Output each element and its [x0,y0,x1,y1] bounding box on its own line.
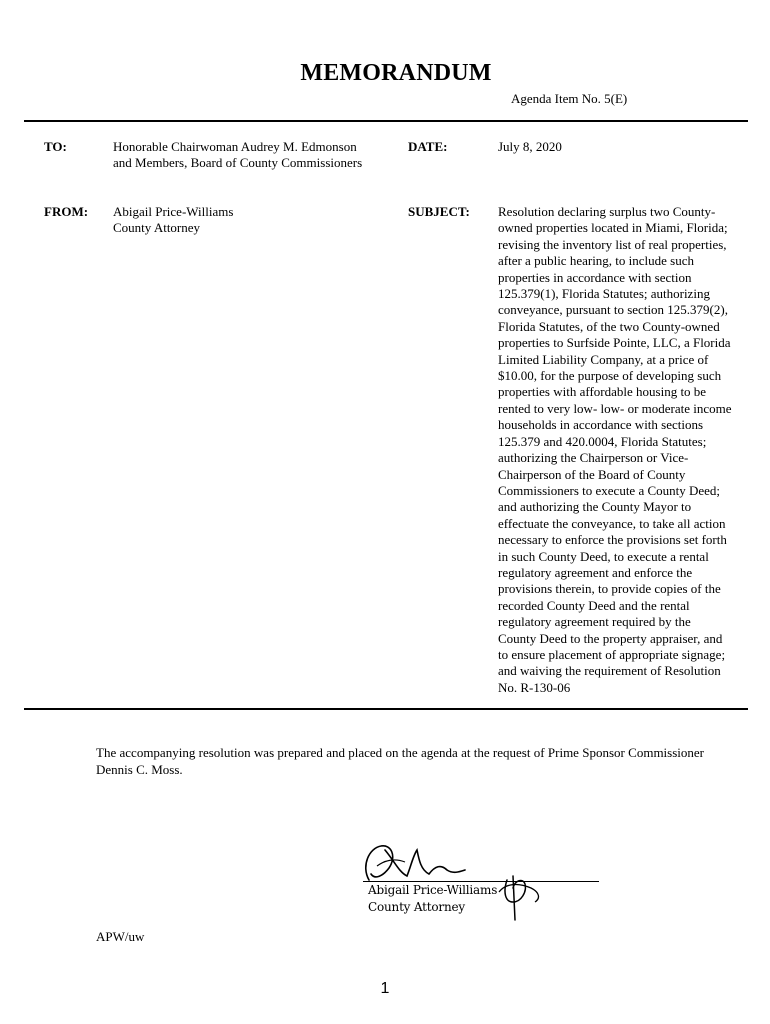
to-label: TO: [44,139,67,154]
from-label: FROM: [44,204,89,219]
subject-line: recorded County Deed and the rental [498,597,690,613]
subject-text [498,204,750,696]
date-value: July 8, 2020 [498,139,562,154]
subject-line: conveyance, pursuant to section 125.379(2), [498,302,728,318]
subject-line: after a public hearing, to include such [498,253,695,269]
subject-line: regulatory agreement required by the [498,614,691,630]
subject-line: properties with affordable housing to be [498,384,707,400]
subject-line: properties to Surfside Pointe, LLC, a Florida [498,335,731,351]
subject-line: No. R-130-06 [498,679,571,695]
to-line-2: and Members, Board of County Commissioners [113,155,363,171]
subject-line: and authorizing the County Mayor to [498,499,692,515]
subject-line: 125.379 and 420.0004, Florida Statutes; [498,433,707,449]
subject-line: regulatory agreement and enforce the [498,564,693,580]
subject-line: $10.00, for the purpose of developing such [498,368,722,384]
subject-line: properties in accordance with section [498,269,692,285]
subject-line: Limited Liability Company, at a price of [498,351,709,367]
to-line-1: Honorable Chairwoman Audrey M. Edmonson [113,139,357,154]
subject-line: in such County Deed, to execute a rental [498,548,709,564]
subject-line: and waiving the requirement of Resolution [498,663,721,679]
subject-line: to ensure placement of appropriate signage; [498,646,726,662]
subject-line: provisions therein, to provide copies of the [498,581,721,597]
page-number: 1 [380,980,390,997]
signature-line [363,881,599,882]
subject-line: households in accordance with sections [498,417,704,433]
subject-line: necessary to enforce the provisions set forth [498,532,727,548]
subject-line: County Deed to the property appraiser, and [498,630,723,646]
to-recipient [113,139,362,172]
subject-line: Florida Statutes, of the two County-owned [498,318,720,334]
bottom-divider [24,708,748,710]
memo-title: MEMORANDUM [300,60,492,86]
subject-line: effectuate the conveyance, to take all action [498,515,726,531]
subject-line: Commissioners to execute a County Deed; [498,482,721,498]
signature-name: Abigail Price-Williams [368,883,498,897]
subject-label: SUBJECT: [408,204,470,219]
from-sender [113,204,233,237]
subject-line: 125.379(1), Florida Statutes; authorizing [498,286,710,302]
date-label: DATE: [408,139,448,154]
from-line-1: Abigail Price-Williams [113,204,234,219]
from-line-2: County Attorney [113,220,201,236]
signature-block [355,836,605,926]
top-divider [24,120,748,122]
subject-line: revising the inventory list of real properties, [498,236,727,252]
signature-title: County Attorney [368,900,465,914]
body-paragraph: The accompanying resolution was prepared and placed on the agenda at the request of Prime Sponsor Commissioner Dennis C. Moss. [96,745,704,777]
subject-line: rented to very low- low- or moderate income [498,400,732,416]
subject-line: Resolution declaring surplus two County- [498,204,716,219]
initials: APW/uw [96,929,145,944]
agenda-item-number: Agenda Item No. 5(E) [511,91,628,106]
subject-line: authorizing the Chairperson or Vice- [498,450,689,466]
subject-line: owned properties located in Miami, Florida; [498,220,728,236]
subject-line: Chairperson of the Board of County [498,466,686,482]
